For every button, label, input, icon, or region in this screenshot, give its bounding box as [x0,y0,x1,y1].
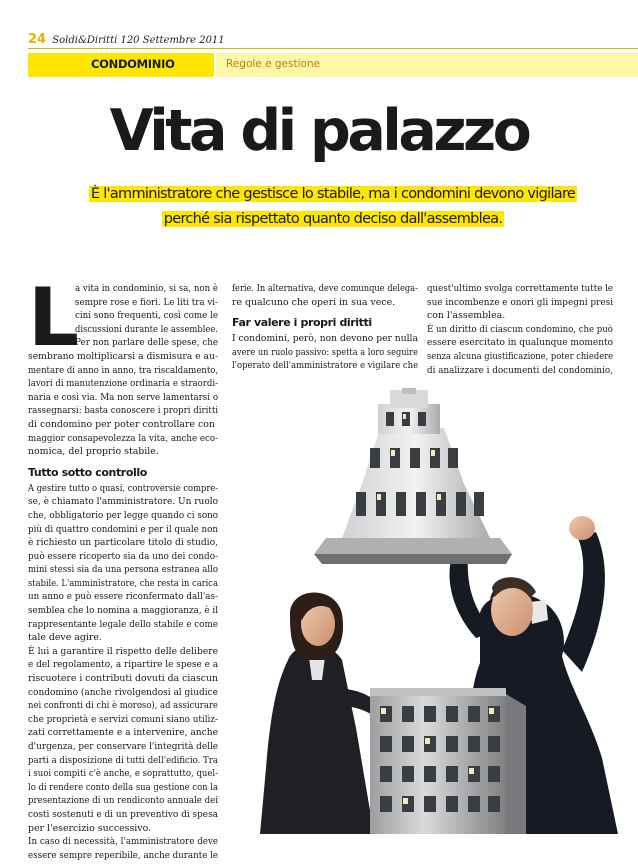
section-subtab [216,53,638,77]
article-column-2 [232,282,418,373]
text-line: e del regolamento, a ripartire le spese e a [28,659,219,671]
text-line: i suoi compiti c'è anche, e soprattutto, quel- [28,768,219,780]
text-line: È lui a garantire il rispetto delle delibere [28,645,218,657]
lower-building [370,688,526,834]
text-line: di condomino per poter controllare con [28,418,215,430]
section-sublabel: Regole e gestione [226,58,321,70]
text-line: un anno e può essere riconfermato dall'as- [28,591,219,603]
publication-line: Soldi&Diritti 120 Settembre 2011 [52,35,225,46]
text-line: sue incombenze e onori gli impegni presi [427,296,614,308]
text-line: lavori di manutenzione ordinaria e straordi- [28,378,218,390]
article-photo [230,388,638,834]
text-line: naria e così via. Ma non serve lamentarsi o [28,391,219,403]
text-line: per l'esercizio successivo. [28,822,152,834]
text-line: A gestire tutto o quasi, controversie compre- [28,482,219,494]
text-line: presentazione di un rendiconto annuale dei [28,795,218,807]
text-line: In caso di necessità, l'amministratore deve [28,836,219,848]
text-line: sembrano moltiplicarsi a dismisura e au- [28,350,219,362]
text-line: sempre rose e fiori. Le liti tra vi- [75,296,218,308]
text-line: nei confronti di chi è moroso), ad assicurare [28,700,218,712]
text-line: lo di rendere conto della sua gestione con la [28,781,219,793]
section-paragraph [28,482,218,863]
text-line: re qualcuno che operi in sua vece. [232,296,396,308]
text-line: tale deve agire. [28,632,102,644]
text-line: se, è chiamato l'amministratore. Un ruolo [28,496,219,508]
article-title: Vita di palazzo [109,98,529,164]
column-3-paragraph [427,282,613,377]
text-line: può essere ricoperto sia da uno dei condo- [28,550,218,562]
text-line: I condomini, però, non devono per nulla [232,333,418,345]
subhead-far-valere: Far valere i propri diritti [232,316,372,330]
text-line: è richiesto un particolare titolo di studio, [28,537,218,549]
text-line: mini stessi sia da una persona estranea allo [28,564,219,576]
woman-figure [260,592,389,834]
text-line: avere un ruolo passivo: spetta a loro seguire [232,346,418,358]
text-line: Per non parlare delle spese, che [75,337,219,349]
text-line: a vita in condominio, si sa, non è [75,283,218,294]
text-line: quest'ultimo svolga correttamente tutte le [427,283,614,294]
text-line: rappresentante legale dello stabile e come [28,618,219,630]
text-line: che proprietà e servizi comuni siano utiliz- [28,713,218,725]
text-line: essere sempre reperibile, anche durante le [28,849,219,861]
article-standfirst [28,182,638,232]
drop-cap: L [28,271,79,364]
text-line: con l'assemblea. [427,310,506,322]
text-line: essere esercitato in qualunque momento [427,337,614,349]
article-column-1 [28,282,218,862]
text-line: d'urgenza, per conservare l'integrità delle [28,741,219,752]
section-rule [28,48,638,49]
photo-illustration [230,388,638,834]
text-line: stabile. L'amministratore, che resta in carica [28,577,218,589]
text-line: più di quattro condomini e per il quale non [28,523,219,535]
subhead-tutto-sotto-controllo: Tutto sotto controllo [28,465,147,479]
text-line: cini sono frequenti, così come le [75,310,219,322]
text-line: l'operato dell'amministratore e vigilare che [232,360,419,372]
section-label: CONDOMINIO [91,57,175,71]
upper-building [314,388,512,564]
text-line: semblea che lo nomina a maggioranza, è il [28,605,219,617]
text-line: mentare di anno in anno, tra riscaldamento, [28,364,219,376]
continued-paragraph [232,282,418,309]
text-line: condomino (anche rivolgendosi al giudice [28,686,218,698]
text-line: senza alcuna giustificazione, poter chiedere [427,350,614,362]
text-line: discussioni durante le assemblee. [75,323,218,335]
text-line: maggior consapevolezza la vita, anche eco- [28,432,219,444]
intro-paragraph [28,282,218,350]
text-line: nomica, del proprio stabile. [28,446,159,458]
text-line: riscuotere i contributi dovuti da ciascun [28,673,219,685]
body-paragraph [28,350,218,459]
text-line: che, obbligatorio per legge quando ci sono [28,509,219,521]
text-line: costi sostenuti e di un preventivo di spesa [28,808,218,820]
text-line: È un diritto di ciascun condomino, che può [427,323,613,335]
standfirst-line-1: È l'amministratore che gestisce lo stabile, ma i condomini devono vigilare [90,186,576,202]
text-line: parti a disposizione di tutti dell'edificio. Tra [28,754,218,766]
text-line: zati correttamente e a intervenire, anche [28,727,218,739]
standfirst-line-2: perché sia rispettato quanto deciso dall'assemblea. [163,211,503,227]
text-line: di analizzare i documenti del condominio, [427,364,613,376]
text-line: rassegnarsi: basta conoscere i propri diritti [28,405,219,417]
text-line: ferie. In alternativa, deve comunque delega- [232,283,418,294]
running-header [28,32,225,47]
article-column-3 [427,282,613,377]
section-tab [28,53,214,77]
section-paragraph-2 [232,332,418,373]
page-number: 24 [28,32,47,47]
